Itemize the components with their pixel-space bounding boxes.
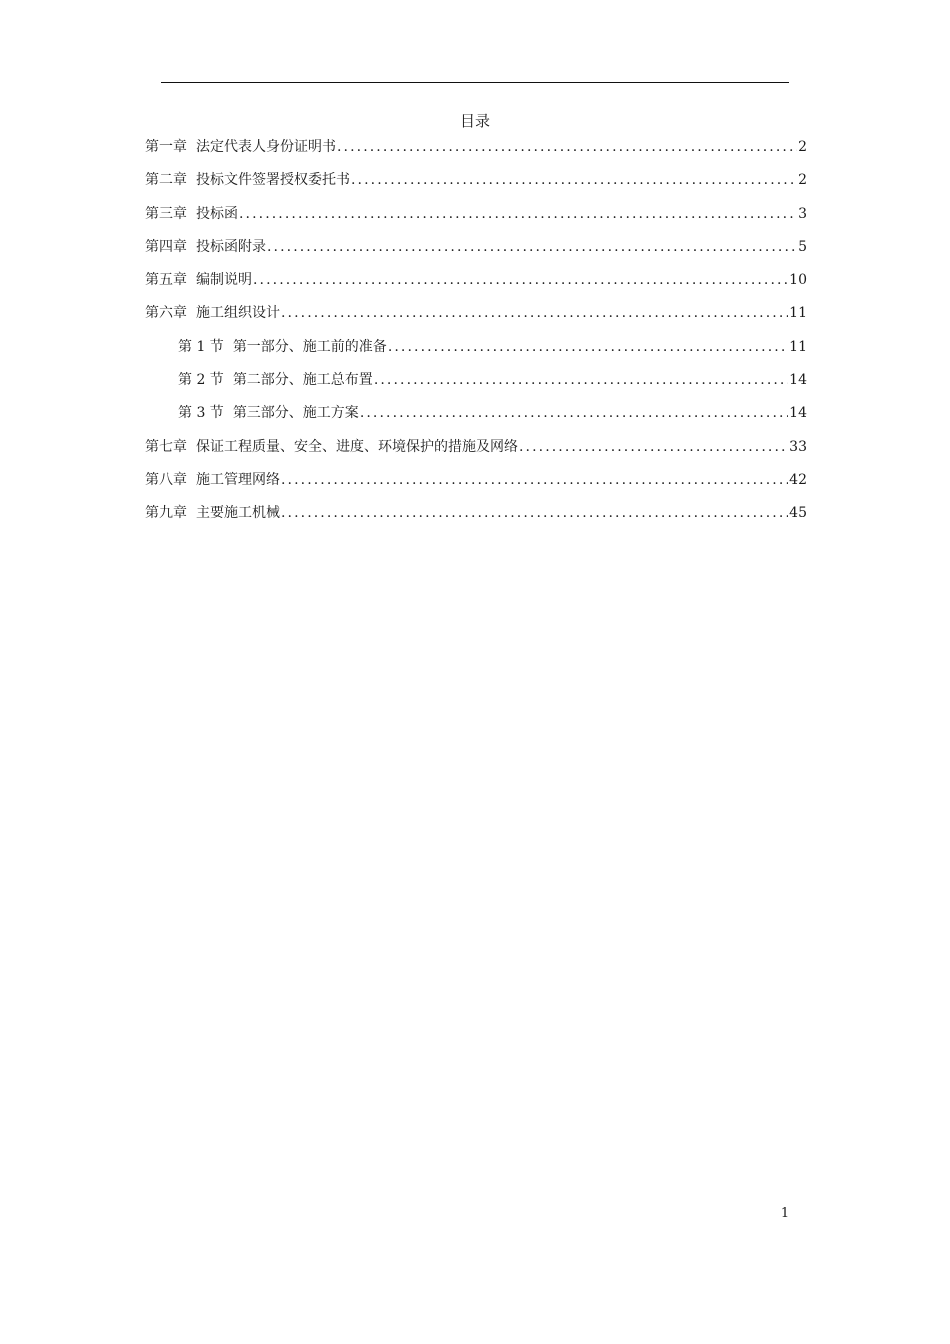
- table-of-contents: [145, 137, 807, 537]
- toc-entry-page: 42: [789, 471, 807, 488]
- toc-entry-title: 第二部分、施工总布置: [232, 372, 373, 389]
- toc-entry[interactable]: [145, 270, 807, 303]
- dot-leader: [239, 204, 797, 224]
- toc-entry[interactable]: [145, 437, 807, 470]
- toc-entry-number: 第六章: [145, 305, 187, 322]
- dot-leader: [253, 270, 788, 290]
- toc-entry[interactable]: [145, 503, 807, 536]
- toc-entry-number: 第八章: [145, 471, 187, 488]
- toc-entry-number: 第 3 节: [178, 405, 224, 422]
- dot-leader: [337, 137, 797, 157]
- toc-entry-number: 第 1 节: [178, 338, 224, 355]
- toc-entry-number: 第五章: [145, 272, 187, 289]
- toc-entry-page: 10: [789, 272, 807, 289]
- toc-subentry[interactable]: [145, 403, 807, 436]
- toc-entry-title: 施工组织设计: [196, 305, 280, 322]
- toc-entry-title: 投标函: [196, 205, 238, 222]
- toc-entry-number: 第一章: [145, 139, 187, 155]
- toc-entry-page: 3: [798, 205, 807, 222]
- toc-entry[interactable]: [145, 237, 807, 270]
- toc-entry-title: 保证工程质量、安全、进度、环境保护的措施及网络: [196, 438, 518, 455]
- toc-entry-title: 主要施工机械: [196, 505, 280, 522]
- dot-leader: [519, 437, 788, 457]
- toc-entry-page: 33: [789, 438, 807, 455]
- toc-title: 目录: [459, 112, 490, 130]
- dot-leader: [374, 370, 788, 390]
- toc-entry-number: 第七章: [145, 438, 187, 455]
- toc-entry-title: 编制说明: [196, 272, 252, 289]
- toc-entry-page: 14: [789, 372, 807, 389]
- toc-entry[interactable]: [145, 303, 807, 336]
- toc-entry-page: 11: [789, 338, 807, 355]
- toc-entry-page: 45: [789, 505, 807, 522]
- toc-subentry[interactable]: [145, 370, 807, 403]
- toc-entry-page: 2: [798, 139, 807, 155]
- toc-entry[interactable]: [145, 170, 807, 203]
- dot-leader: [267, 237, 797, 257]
- toc-subentry[interactable]: [145, 337, 807, 370]
- header-rule: [161, 82, 789, 83]
- toc-entry[interactable]: [145, 137, 807, 170]
- toc-entry-title: 投标函附录: [196, 238, 266, 255]
- dot-leader: [281, 470, 788, 490]
- dot-leader: [281, 503, 788, 523]
- dot-leader: [388, 337, 788, 357]
- toc-entry[interactable]: [145, 470, 807, 503]
- toc-entry-title: 投标文件签署授权委托书: [196, 172, 350, 189]
- toc-entry-title: 第三部分、施工方案: [232, 405, 359, 422]
- toc-entry[interactable]: [145, 204, 807, 237]
- dot-leader: [281, 303, 788, 323]
- toc-entry-number: 第 2 节: [178, 372, 224, 389]
- toc-entry-page: 14: [789, 405, 807, 422]
- toc-entry-title: 第一部分、施工前的准备: [232, 338, 387, 355]
- toc-entry-title: 法定代表人身份证明书: [196, 139, 336, 155]
- toc-entry-page: 2: [798, 172, 807, 189]
- toc-entry-number: 第九章: [145, 505, 187, 522]
- toc-entry-number: 第二章: [145, 172, 187, 189]
- toc-entry-number: 第四章: [145, 238, 187, 255]
- toc-entry-title: 施工管理网络: [196, 471, 280, 488]
- dot-leader: [360, 403, 788, 423]
- toc-entry-page: 11: [789, 305, 807, 322]
- page-number: 1: [780, 1206, 790, 1221]
- toc-entry-number: 第三章: [145, 205, 187, 222]
- dot-leader: [351, 170, 797, 190]
- toc-entry-page: 5: [798, 238, 807, 255]
